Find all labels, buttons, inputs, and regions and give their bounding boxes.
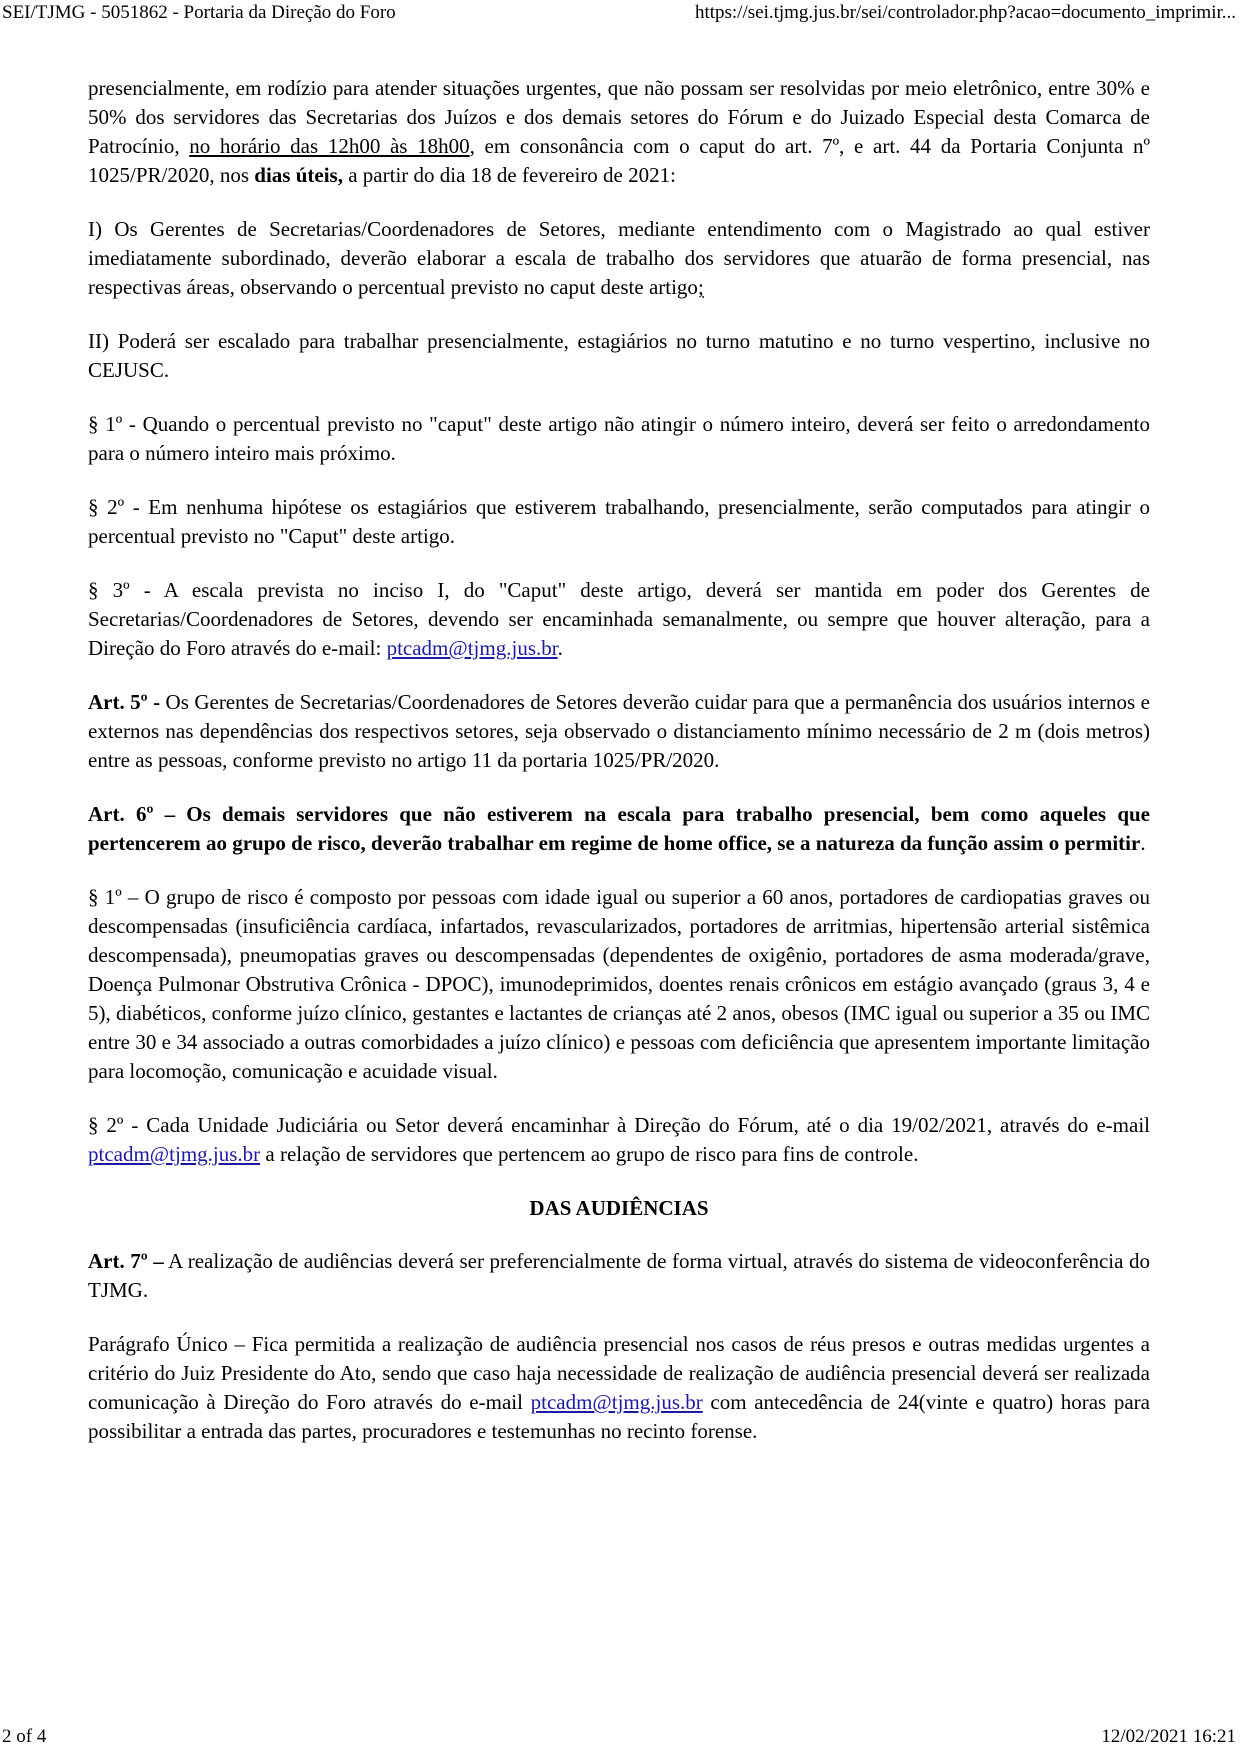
- article-6-paragraph-2: § 2º - Cada Unidade Judiciária ou Setor deverá encaminhar à Direção do Fórum, até o dia 19/02/2021, através do e-mail ptcadm@tjmg.jus.br a relação de servidores que pertencem ao grupo de risco para fins de controle.: [88, 1113, 1150, 1166]
- article-6-paragraph-1: § 1º – O grupo de risco é composto por pessoas com idade igual ou superior a 60 anos, portadores de cardiopatias graves ou descompensadas (insuficiência cardíaca, infartados, revascularizados, portadores de arritmias, hipertensão arterial sistêmica descompensada), pneumopatias graves ou descompensadas (dependentes de oxigênio, portadores de asma moderada/grave, Doença Pulmonar Obstrutiva Crônica - DPOC), imunodeprimidos, doentes renais crônicos em estágio avançado (graus 3, 4 e 5), diabéticos, conforme juízo clínico, gestantes e lactantes de crianças até 2 anos, obesos (IMC igual ou superior a 35 ou IMC entre 30 e 34 associado a outras comorbidades a juízo clínico) e pessoas com deficiência que apresentem importante limitação para locomoção, comunicação e acuidade visual.: [88, 885, 1150, 1083]
- email-link[interactable]: ptcadm@tjmg.jus.br: [530, 1390, 703, 1414]
- page-counter: 2 of 4: [2, 1726, 47, 1747]
- article-6: Art. 6º – Os demais servidores que não estiverem na escala para trabalho presencial, bem como aqueles que pertencerem ao grupo de risco, deverão trabalhar em regime de home office, se a natureza da função assim o permitir.: [88, 802, 1150, 855]
- document-url: https://sei.tjmg.jus.br/sei/controlador.php?acao=documento_imprimir...: [694, 2, 1236, 23]
- article-7: Art. 7º – A realização de audiências deverá ser preferencialmente de forma virtual, através do sistema de videoconferência do TJMG.: [88, 1249, 1150, 1302]
- paragraph-2: § 2º - Em nenhuma hipótese os estagiários que estiverem trabalhando, presencialmente, serão computados para atingir o percentual previsto no "Caput" deste artigo.: [88, 495, 1150, 548]
- print-footer: [0, 1724, 1240, 1752]
- document-body: [88, 74, 1150, 1471]
- article-5-label: Art. 5º -: [88, 690, 161, 714]
- item-ii: II) Poderá ser escalado para trabalhar presencialmente, estagiários no turno matutino e no turno vespertino, inclusive no CEJUSC.: [88, 329, 1150, 382]
- email-link[interactable]: ptcadm@tjmg.jus.br: [88, 1142, 261, 1166]
- email-link[interactable]: ptcadm@tjmg.jus.br: [386, 636, 558, 660]
- schedule-underline: no horário das 12h00 às 18h00: [189, 134, 470, 158]
- paragraph-3: § 3º - A escala prevista no inciso I, do "Caput" deste artigo, deverá ser mantida em poder dos Gerentes de Secretarias/Coordenadores de Setores, devendo ser encaminhada semanalmente, ou sempre que houver alteração, para a Direção do Foro através do e-mail: ptcadm@tjmg.jus.br.: [88, 578, 1150, 660]
- document-title: SEI/TJMG - 5051862 - Portaria da Direção do Foro: [2, 2, 396, 23]
- article-7-label: Art. 7º –: [88, 1249, 164, 1273]
- print-header: [0, 0, 1240, 28]
- print-timestamp: 12/02/2021 16:21: [1101, 1726, 1236, 1747]
- business-days-bold: dias úteis,: [254, 163, 343, 187]
- article-5: Art. 5º - Os Gerentes de Secretarias/Coordenadores de Setores deverão cuidar para que a permanência dos usuários internos e externos nas dependências dos respectivos setores, seja observado o distanciamento mínimo necessário de 2 m (dois metros) entre as pessoas, conforme previsto no artigo 11 da portaria 1025/PR/2020.: [88, 690, 1150, 772]
- item-i: I) Os Gerentes de Secretarias/Coordenadores de Setores, mediante entendimento com o Magistrado ao qual estiver imediatamente subordinado, deverão elaborar a escala de trabalho dos servidores que atuarão de forma presencial, nas respectivas áreas, observando o percentual previsto no caput deste artigo;: [88, 217, 1150, 299]
- paragraph-intro: presencialmente, em rodízio para atender situações urgentes, que não possam ser resolvidas por meio eletrônico, entre 30% e 50% dos servidores das Secretarias dos Juízos e dos demais setores do Fórum e do Juizado Especial desta Comarca de Patrocínio, no horário das 12h00 às 18h00, em consonância com o caput do art. 7º, e art. 44 da Portaria Conjunta nº 1025/PR/2020, nos dias úteis, a partir do dia 18 de fevereiro de 2021:: [88, 76, 1150, 187]
- section-heading: DAS AUDIÊNCIAS: [529, 1196, 709, 1220]
- paragraph-1: § 1º - Quando o percentual previsto no "caput" deste artigo não atingir o número inteiro, deverá ser feito o arredondamento para o número inteiro mais próximo.: [88, 412, 1150, 465]
- article-7-single-paragraph: Parágrafo Único – Fica permitida a realização de audiência presencial nos casos de réus presos e outras medidas urgentes a critério do Juiz Presidente do Ato, sendo que caso haja necessidade de realização de audiência presencial deverá ser realizada comunicação à Direção do Foro através do e-mail ptcadm@tjmg.jus.br com antecedência de 24(vinte e quatro) horas para possibilitar a entrada das partes, procuradores e testemunhas no recinto forense.: [88, 1332, 1150, 1443]
